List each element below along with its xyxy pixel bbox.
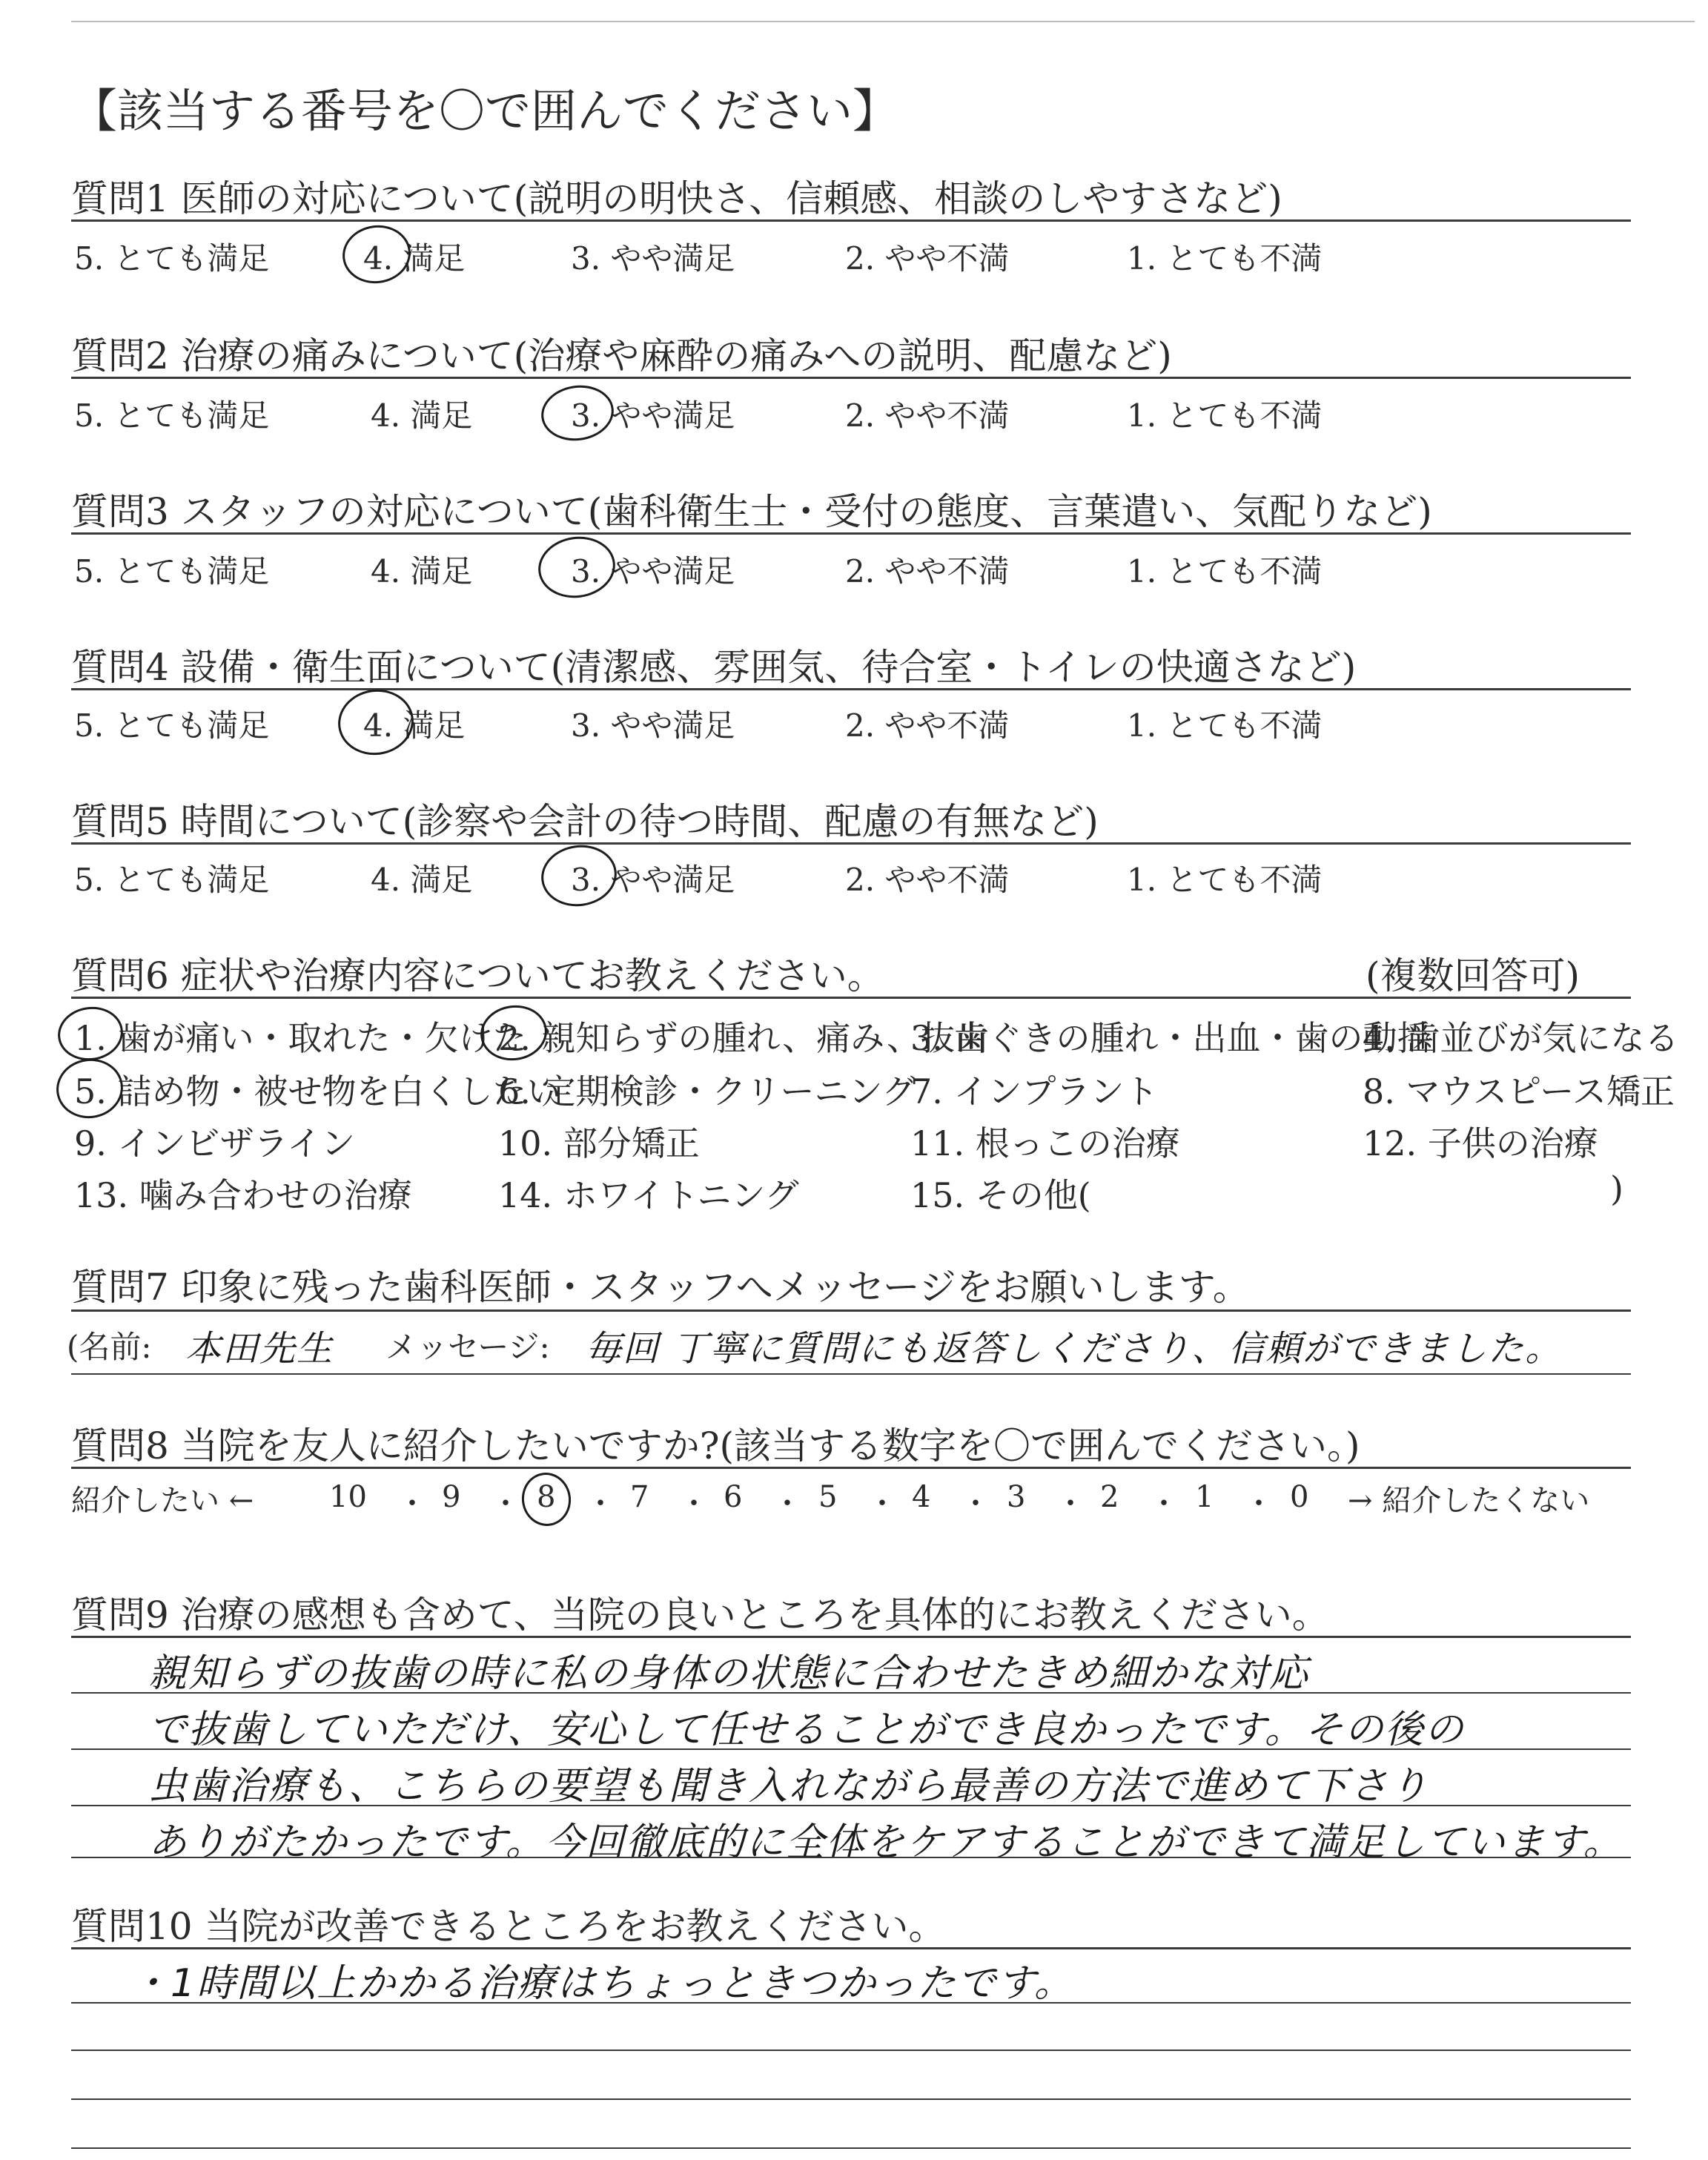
symptom-item: 14. ホワイトニング bbox=[498, 1175, 799, 1215]
handwritten-comment-line: 虫歯治療も、こちらの要望も聞き入れながら最善の方法で進めて下さり bbox=[148, 1764, 1430, 1809]
question-3: 質問3 スタッフの対応について(歯科衛生士・受付の態度、言葉遣い、気配りなど) bbox=[71, 490, 1432, 533]
referral-separator: ・ bbox=[1056, 1487, 1085, 1521]
option: 4. 満足 bbox=[371, 553, 473, 589]
option: 5. とても満足 bbox=[74, 553, 270, 589]
rule bbox=[71, 1857, 1631, 1858]
referral-scale-value: 6 bbox=[724, 1480, 743, 1514]
symptom-item: 3. 歯ぐきの腫れ・出血・歯の動揺 bbox=[910, 1018, 1431, 1058]
option: 3. やや満足 bbox=[571, 240, 735, 277]
symptom-item: 10. 部分矯正 bbox=[498, 1123, 700, 1163]
option: 3. やや満足 bbox=[571, 397, 735, 434]
rule bbox=[71, 688, 1631, 690]
referral-separator: ・ bbox=[586, 1487, 615, 1521]
selection-circle bbox=[334, 684, 417, 759]
question-5: 質問5 時間について(診察や会計の待つ時間、配慮の有無など) bbox=[71, 800, 1099, 843]
symptom-item: 11. 根っこの治療 bbox=[910, 1123, 1180, 1163]
option: 4. 満足 bbox=[363, 240, 466, 277]
option: 3. やや満足 bbox=[571, 707, 735, 744]
handwritten-comment-line: ありがたかったです。今回徹底的に全体をケアすることができて満足しています。 bbox=[148, 1820, 1623, 1865]
symptom-item: 12. 子供の治療 bbox=[1363, 1123, 1598, 1163]
rule bbox=[71, 2050, 1631, 2051]
rule bbox=[71, 532, 1631, 535]
question-4: 質問4 設備・衛生面について(清潔感、雰囲気、待合室・トイレの快適さなど) bbox=[71, 646, 1357, 689]
option: 2. やや不満 bbox=[845, 707, 1010, 744]
referral-scale-value: 8 bbox=[537, 1480, 556, 1514]
symptom-item: 7. インプラント bbox=[910, 1071, 1159, 1112]
option: 2. やや不満 bbox=[845, 553, 1010, 589]
selection-circle bbox=[537, 840, 620, 911]
option: 2. やや不満 bbox=[845, 397, 1010, 434]
referral-scale-value: 4 bbox=[912, 1480, 931, 1514]
question-10: 質問10 当院が改善できるところをお教えください。 bbox=[71, 1905, 946, 1948]
symptom-item: 6. 定期検診・クリーニング bbox=[498, 1071, 916, 1112]
option: 5. とても満足 bbox=[74, 862, 270, 898]
referral-separator: ・ bbox=[491, 1487, 520, 1521]
option: 4. 満足 bbox=[371, 862, 473, 898]
option: 1. とても不満 bbox=[1127, 240, 1323, 277]
rule bbox=[71, 1805, 1631, 1806]
rule bbox=[71, 1636, 1631, 1638]
option: 4. 満足 bbox=[363, 707, 466, 744]
option: 5. とても満足 bbox=[74, 397, 270, 434]
referral-scale-value: 7 bbox=[630, 1480, 649, 1514]
selection-circle bbox=[534, 532, 619, 603]
option: 5. とても満足 bbox=[74, 707, 270, 744]
symptom-item: ) bbox=[1610, 1169, 1623, 1209]
option: 1. とても不満 bbox=[1127, 707, 1323, 744]
handwritten-comment-line: 親知らずの抜歯の時に私の身体の状態に合わせたきめ細かな対応 bbox=[148, 1651, 1310, 1696]
symptom-item: 1. 歯が痛い・取れた・欠けた bbox=[74, 1018, 527, 1058]
symptom-item: 8. マウスピース矯正 bbox=[1363, 1071, 1675, 1112]
symptom-item: 13. 噛み合わせの治療 bbox=[74, 1175, 412, 1215]
rule bbox=[71, 1467, 1631, 1469]
referral-separator: ・ bbox=[1244, 1487, 1274, 1521]
referral-scale-value: 10 bbox=[329, 1480, 367, 1514]
rule bbox=[71, 1692, 1631, 1694]
question-1: 質問1 医師の対応について(説明の明快さ、信頼感、相談のしやすさなど) bbox=[71, 177, 1282, 220]
referral-scale-value: 5 bbox=[818, 1480, 838, 1514]
option: 2. やや不満 bbox=[845, 862, 1010, 898]
option: 4. 満足 bbox=[371, 397, 473, 434]
question-9: 質問9 治療の感想も含めて、当院の良いところを具体的にお教えください。 bbox=[71, 1593, 1329, 1636]
form-title: 【該当する番号を〇で囲んでください】 bbox=[71, 84, 899, 138]
referral-separator: ・ bbox=[867, 1487, 897, 1521]
symptom-item: 9. インビザライン bbox=[74, 1123, 356, 1163]
option: 1. とても不満 bbox=[1127, 862, 1323, 898]
question-2: 質問2 治療の痛みについて(治療や麻酔の痛みへの説明、配慮など) bbox=[71, 334, 1172, 377]
option: 5. とても満足 bbox=[74, 240, 270, 277]
rule bbox=[71, 2098, 1631, 2100]
referral-scale-value: 2 bbox=[1100, 1480, 1119, 1514]
rule bbox=[71, 2002, 1631, 2004]
referral-separator: ・ bbox=[772, 1487, 802, 1521]
handwritten-name: 本田先生 bbox=[185, 1328, 334, 1370]
selection-circle bbox=[518, 1470, 574, 1529]
rule bbox=[71, 1373, 1631, 1375]
handwritten-comment-line: ・1時間以上かかる治療はちょっときつかったです。 bbox=[130, 1961, 1074, 2006]
top-rule bbox=[71, 21, 1695, 22]
question-6: 質問6 症状や治療内容についてお教えください。 bbox=[71, 954, 884, 997]
referral-separator: ・ bbox=[397, 1487, 427, 1521]
rule bbox=[71, 842, 1631, 845]
referral-separator: ・ bbox=[679, 1487, 709, 1521]
referral-scale-value: 1 bbox=[1195, 1480, 1214, 1514]
option: 1. とても不満 bbox=[1127, 553, 1323, 589]
name-label: (名前: bbox=[67, 1329, 152, 1365]
referral-scale-value: 0 bbox=[1290, 1480, 1309, 1514]
symptom-item: 2. 親知らずの腫れ、痛み、抜歯 bbox=[498, 1018, 990, 1058]
symptom-item: 5. 詰め物・被せ物を白くしたい bbox=[74, 1071, 561, 1112]
rule bbox=[71, 1947, 1631, 1949]
handwritten-comment-line: で抜歯していただけ、安心して任せることができ良かったです。その後の bbox=[148, 1708, 1465, 1752]
referral-scale-value: 3 bbox=[1007, 1480, 1026, 1514]
symptom-item: 15. その他( bbox=[910, 1175, 1091, 1215]
message-label: メッセージ: bbox=[385, 1329, 550, 1365]
rule bbox=[71, 219, 1631, 222]
option: 3. やや満足 bbox=[571, 553, 735, 589]
symptom-item: 4. 歯並びが気になる bbox=[1363, 1018, 1679, 1058]
referral-separator: ・ bbox=[1149, 1487, 1179, 1521]
handwritten-message: 毎回 丁寧に質問にも返答しくださり、信頼ができました。 bbox=[586, 1328, 1563, 1370]
referral-right-label: → 紹介したくない bbox=[1348, 1484, 1590, 1518]
rule bbox=[71, 2147, 1631, 2149]
rule bbox=[71, 377, 1631, 379]
rule bbox=[71, 1309, 1631, 1312]
rule bbox=[71, 997, 1631, 999]
referral-left-label: 紹介したい ← bbox=[71, 1484, 254, 1518]
referral-separator: ・ bbox=[961, 1487, 990, 1521]
question-8: 質問8 当院を友人に紹介したいですか?(該当する数字を〇で囲んでください。) bbox=[71, 1424, 1360, 1467]
rule bbox=[71, 1748, 1631, 1750]
referral-scale-value: 9 bbox=[442, 1480, 461, 1514]
question-7: 質問7 印象に残った歯科医師・スタッフへメッセージをお願いします。 bbox=[71, 1266, 1250, 1309]
option: 2. やや不満 bbox=[845, 240, 1010, 277]
multiple-answers-note: (複数回答可) bbox=[1366, 954, 1580, 997]
option: 3. やや満足 bbox=[571, 862, 735, 898]
option: 1. とても不満 bbox=[1127, 397, 1323, 434]
